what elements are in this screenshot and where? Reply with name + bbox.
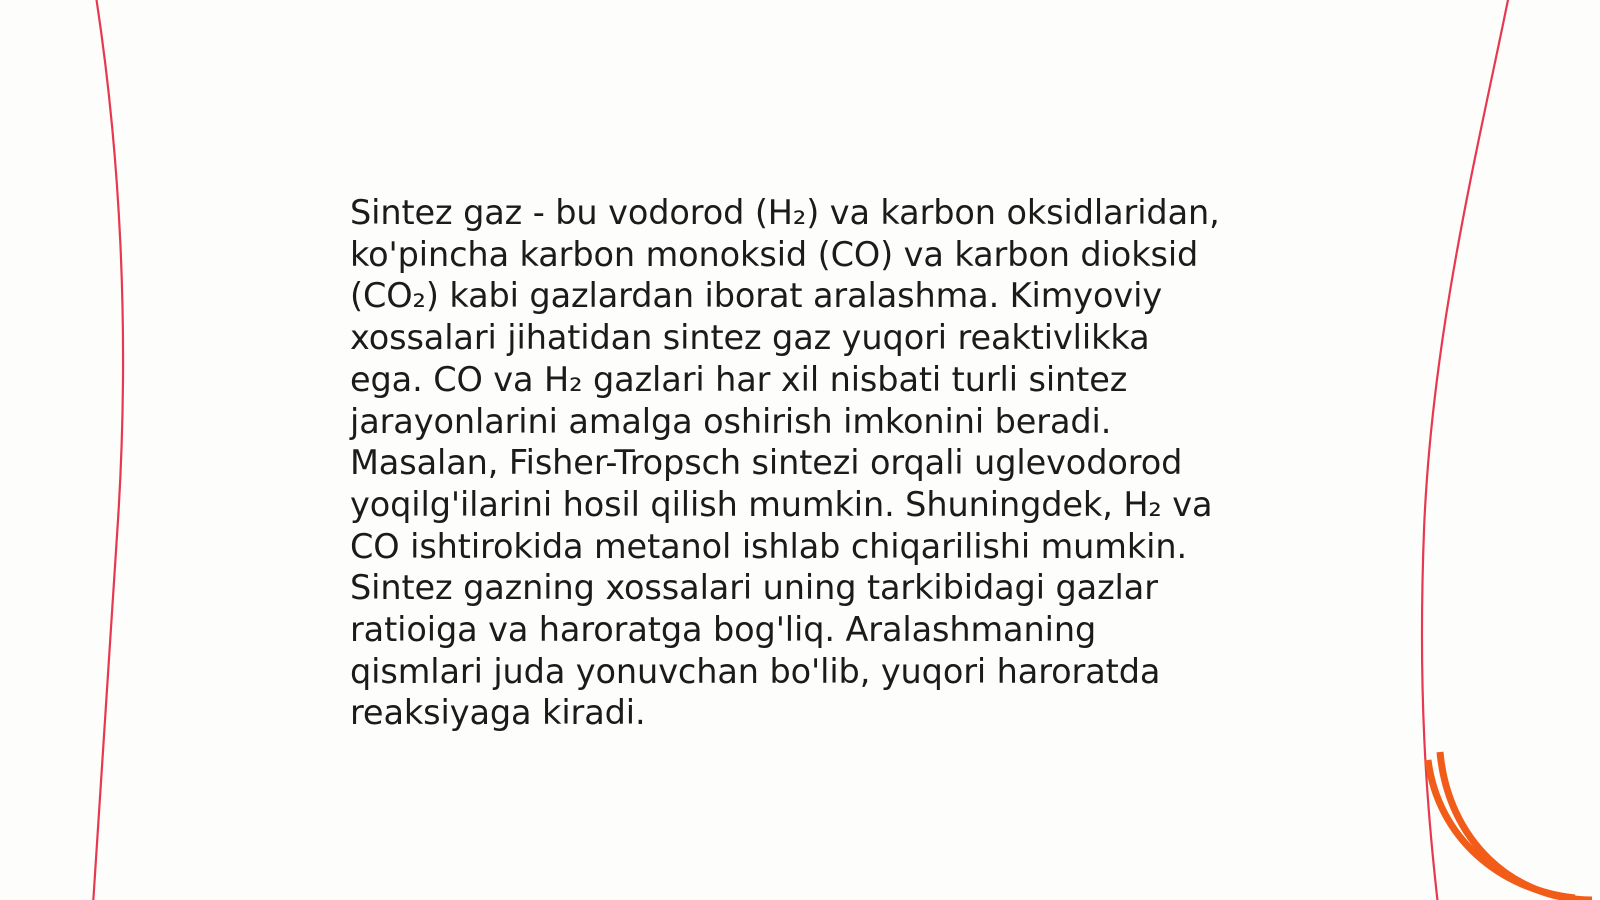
left-thin-curve	[93, 0, 123, 900]
bottom-right-thick-arc-inner	[1440, 752, 1592, 900]
bottom-right-thick-arc	[1428, 760, 1575, 898]
slide-body-text: Sintez gaz - bu vodorod (H₂) va karbon oksidlaridan, ko'pincha karbon monoksid (CO) va karbon dioksid (CO₂) kabi gazlardan iborat aralashma. Kimyoviy xossalari jihatidan sintez gaz yuqori reaktivlikka ega. CO va H₂ gazlari har xil nisbati turli sintez jarayonlarini amalga oshirish imkonini beradi. Masalan, Fisher-Tropsch sintezi orqali uglevodorod yoqilg'ilarini hosil qilish mumkin. Shuningdek, H₂ va CO ishtirokida metanol ishlab chiqarilishi mumkin. Sintez gazning xossalari uning tarkibidagi gazlar ratioiga va haroratga bog'liq. Aralashmaning qismlari juda yonuvchan bo'lib, yuqori haroratda reaksiyaga kiradi.	[350, 193, 1231, 733]
right-thin-curve	[1422, 0, 1510, 900]
